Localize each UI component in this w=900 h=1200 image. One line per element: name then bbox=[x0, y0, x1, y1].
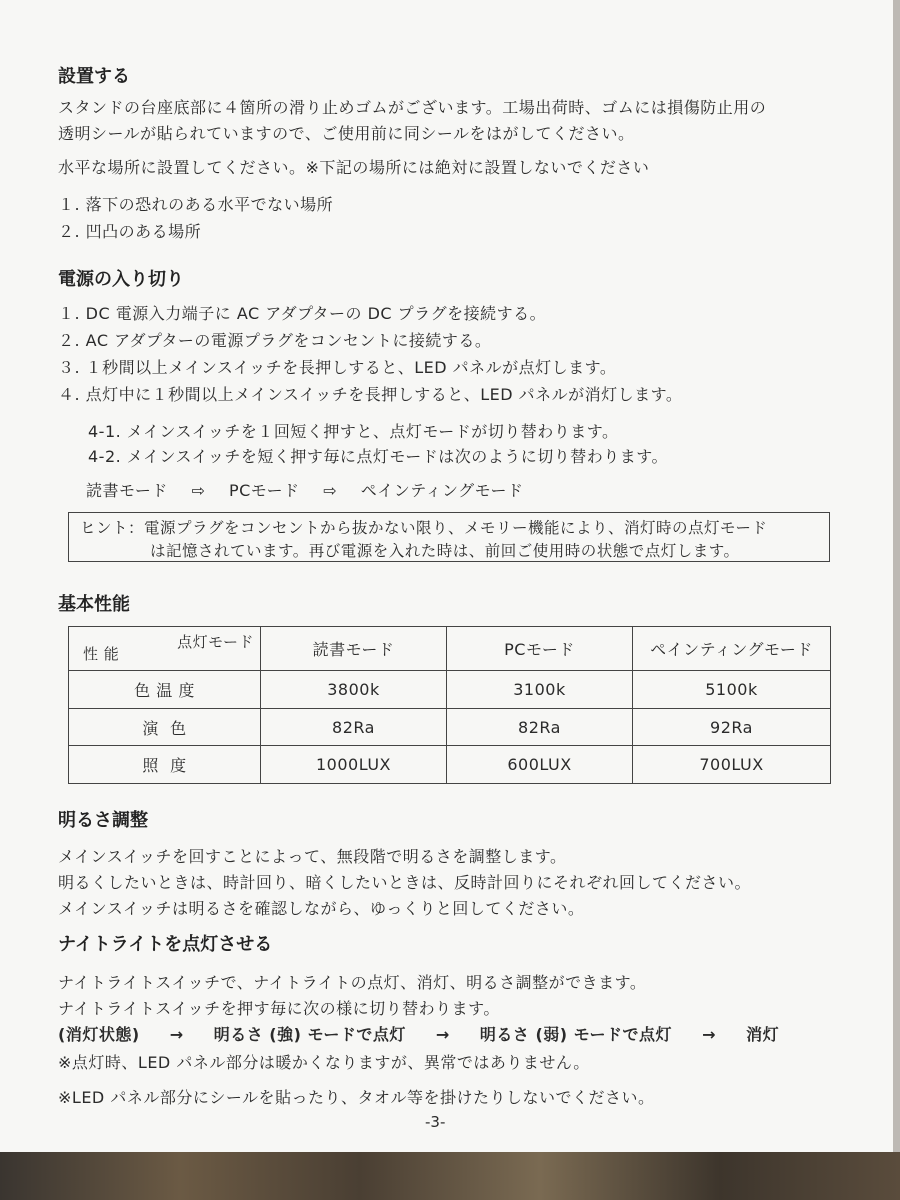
paragraph-line: メインスイッチは明るさを確認しながら、ゆっくりと回してください。 bbox=[58, 899, 585, 918]
arrow-right-icon: → bbox=[702, 1025, 717, 1044]
performance-table bbox=[68, 626, 831, 784]
table-cell: 5100k bbox=[633, 671, 831, 709]
sub-list-item: 4-2. メインスイッチを短く押す毎に点灯モードは次のように切り替わります。 bbox=[88, 447, 668, 466]
flow-step: 明るさ (強) モードで点灯 bbox=[213, 1025, 406, 1044]
sub-list-item: 4-1. メインスイッチを１回短く押すと、点灯モードが切り替わります。 bbox=[88, 422, 619, 441]
table-row bbox=[69, 746, 831, 784]
paragraph-line: ナイトライトスイッチで、ナイトライトの点灯、消灯、明るさ調整ができます。 bbox=[58, 973, 647, 992]
corner-label-performance: 性 能 bbox=[83, 645, 120, 663]
table-row bbox=[69, 671, 831, 709]
mode-pc: PCモード bbox=[228, 481, 300, 500]
list-item: ３. １秒間以上メインスイッチを長押しすると、LED パネルが点灯します。 bbox=[58, 358, 617, 377]
table-corner-cell bbox=[69, 627, 261, 671]
hint-line: ヒント：電源プラグをコンセントから抜かない限り、メモリー機能により、消灯時の点灯モード bbox=[80, 519, 768, 537]
list-item: ２. AC アダプターの電源プラグをコンセントに接続する。 bbox=[58, 331, 492, 350]
flow-step: 明るさ (弱) モードで点灯 bbox=[479, 1025, 673, 1044]
arrow-right-icon: ⇨ bbox=[323, 481, 338, 500]
arrow-right-icon: ⇨ bbox=[191, 481, 206, 500]
table-row bbox=[69, 709, 831, 746]
paragraph-line: メインスイッチを回すことによって、無段階で明るさを調整します。 bbox=[58, 847, 567, 866]
section-heading-power: 電源の入り切り bbox=[58, 269, 184, 290]
background-surface bbox=[0, 1152, 900, 1200]
arrow-right-icon: → bbox=[169, 1025, 184, 1044]
table-header-row bbox=[69, 627, 831, 671]
column-header: ペインティングモード bbox=[633, 627, 831, 671]
row-label: 照 度 bbox=[69, 746, 261, 784]
table-cell: 3800k bbox=[261, 671, 447, 709]
mode-painting: ペインティングモード bbox=[360, 481, 524, 500]
paragraph-line: 明るくしたいときは、時計回り、暗くしたいときは、反時計回りにそれぞれ回してください。 bbox=[58, 873, 752, 892]
list-item: １. 落下の恐れのある水平でない場所 bbox=[58, 195, 334, 214]
note-line: ※LED パネル部分にシールを貼ったり、タオル等を掛けたりしないでください。 bbox=[58, 1088, 655, 1107]
column-header: PCモード bbox=[447, 627, 633, 671]
paragraph-line: 透明シールが貼られていますので、ご使用前に同シールをはがしてください。 bbox=[58, 124, 635, 143]
row-label: 色 温 度 bbox=[69, 671, 261, 709]
mode-reading: 読書モード bbox=[86, 481, 168, 500]
nightlight-flow bbox=[58, 1022, 779, 1045]
page-number: -3- bbox=[425, 1113, 446, 1131]
list-item: ４. 点灯中に１秒間以上メインスイッチを長押しすると、LED パネルが消灯します。 bbox=[58, 385, 683, 404]
arrow-right-icon: → bbox=[435, 1025, 450, 1044]
flow-step: (消灯状態) bbox=[58, 1025, 140, 1044]
list-item: ２. 凹凸のある場所 bbox=[58, 222, 202, 241]
table-cell: 92Ra bbox=[633, 709, 831, 746]
flow-step: 消灯 bbox=[746, 1025, 780, 1044]
section-heading-brightness: 明るさ調整 bbox=[58, 810, 148, 831]
column-header: 読書モード bbox=[261, 627, 447, 671]
table-cell: 82Ra bbox=[261, 709, 447, 746]
table-cell: 3100k bbox=[447, 671, 633, 709]
paragraph-line: スタンドの台座底部に４箇所の滑り止めゴムがございます。工場出荷時、ゴムには損傷防止用の bbox=[58, 98, 767, 117]
table-cell: 600LUX bbox=[447, 746, 633, 784]
table-cell: 82Ra bbox=[447, 709, 633, 746]
mode-flow bbox=[86, 478, 524, 501]
table-cell: 1000LUX bbox=[261, 746, 447, 784]
section-heading-install: 設置する bbox=[58, 66, 130, 87]
paragraph-line: ナイトライトスイッチを押す毎に次の様に切り替わります。 bbox=[58, 999, 500, 1018]
list-item: １. DC 電源入力端子に AC アダプターの DC プラグを接続する。 bbox=[58, 304, 547, 323]
corner-label-mode: 点灯モード bbox=[177, 633, 254, 651]
paragraph-line: 水平な場所に設置してください。※下記の場所には絶対に設置しないでください bbox=[58, 158, 650, 177]
table-cell: 700LUX bbox=[633, 746, 831, 784]
section-heading-performance: 基本性能 bbox=[58, 594, 130, 615]
note-line: ※点灯時、LED パネル部分は暖かくなりますが、異常ではありません。 bbox=[58, 1053, 590, 1072]
page-edge bbox=[893, 0, 900, 1152]
row-label: 演 色 bbox=[69, 709, 261, 746]
section-heading-nightlight: ナイトライトを点灯させる bbox=[58, 934, 273, 955]
hint-line: は記憶されています。再び電源を入れた時は、前回ご使用時の状態で点灯します。 bbox=[150, 542, 740, 560]
